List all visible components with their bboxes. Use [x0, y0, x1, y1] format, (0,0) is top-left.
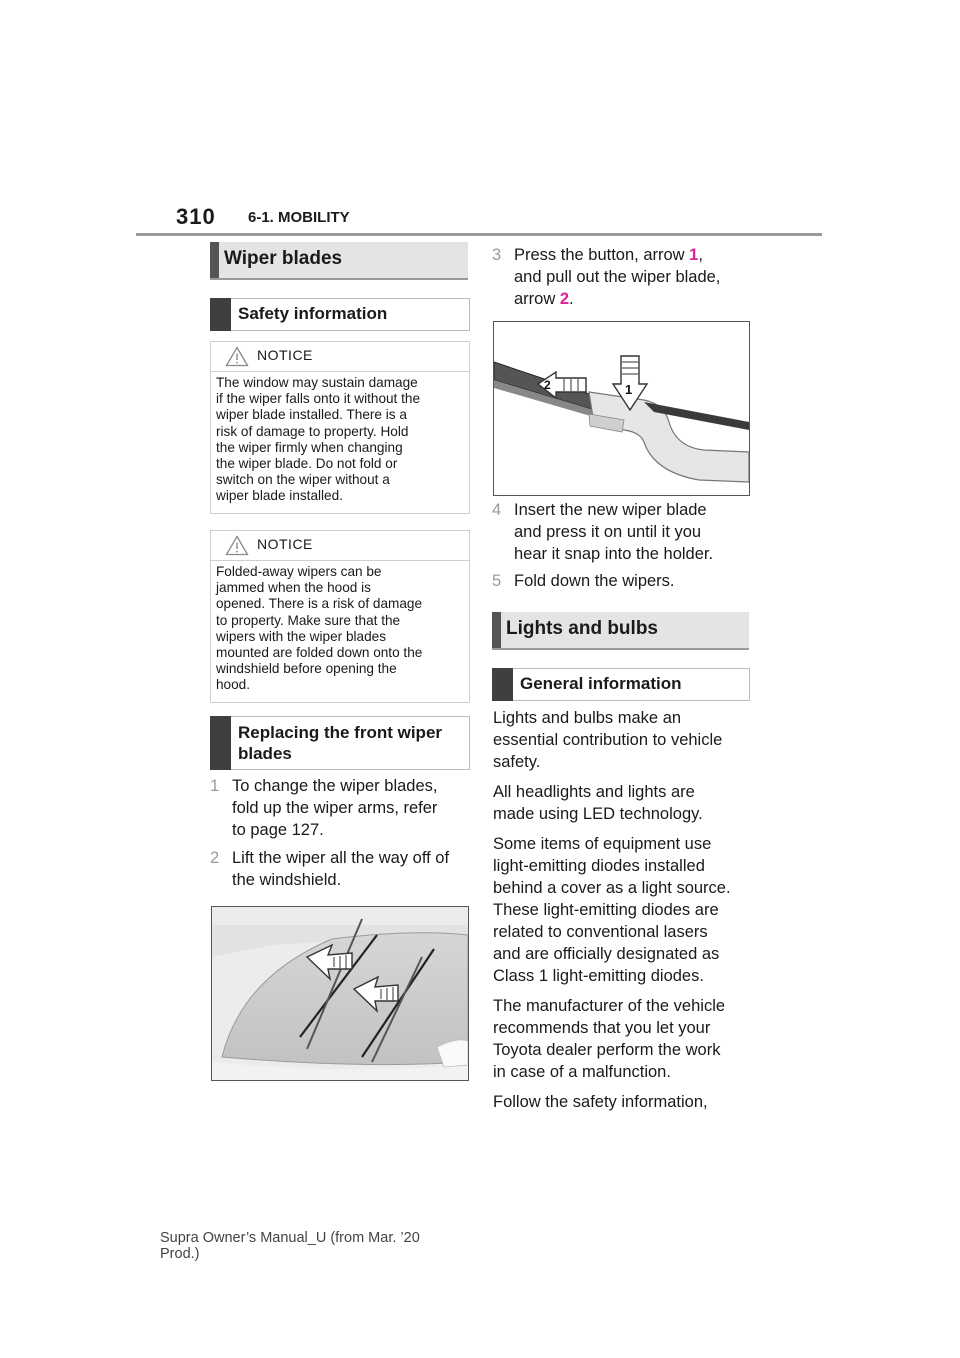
notice-line: opened. There is a risk of damage	[216, 596, 423, 612]
step-number: 3	[492, 246, 502, 264]
paragraph-line: and are officially designated as	[493, 945, 720, 963]
notice-line: hood.	[216, 677, 251, 693]
paragraph-line: All headlights and lights are	[493, 783, 695, 801]
notice-line: switch on the wiper without a	[216, 472, 390, 488]
notice-line: the wiper firmly when changing	[216, 439, 403, 455]
paragraph	[493, 707, 763, 773]
wiper-blade-release-figure	[493, 321, 750, 496]
notice-line: the wiper blade. Do not fold or	[216, 456, 398, 472]
paragraph-line: safety.	[493, 753, 541, 771]
subheading-bar	[210, 298, 231, 331]
step-line: and press it on until it you	[514, 523, 702, 541]
step-number: 5	[492, 572, 502, 590]
notice-line: Folded-away wipers can be	[216, 564, 382, 579]
paragraph-line: recommends that you let your	[493, 1019, 711, 1037]
notice-header	[211, 342, 469, 372]
step-3	[492, 244, 784, 310]
paragraph-line: Class 1 light-emitting diodes.	[493, 967, 704, 985]
step-number: 4	[492, 501, 502, 519]
footer-line: Supra Owner’s Manual_U (from Mar. ’20	[160, 1230, 420, 1246]
notice-line: risk of damage to property. Hold	[216, 423, 409, 439]
notice-header	[211, 531, 469, 561]
step-punct: ,	[698, 246, 703, 264]
notice-line: windshield before opening the	[216, 661, 397, 677]
arrow-ref-1: 1	[689, 246, 699, 264]
paragraph-line: Some items of equipment use	[493, 835, 712, 853]
figure-label-2: 2	[544, 378, 551, 392]
paragraph-line: Follow the safety information,	[493, 1093, 708, 1111]
step-line: to page 127.	[232, 821, 324, 839]
step-line: To change the wiper blades,	[232, 777, 438, 795]
section-title: 6-1. MOBILITY	[248, 209, 350, 226]
page-number: 310	[176, 204, 216, 229]
notice-line: wiper blade installed.	[216, 488, 343, 504]
paragraph-line: related to conventional lasers	[493, 923, 708, 941]
paragraph-line: Lights and bulbs make an	[493, 709, 682, 727]
heading-safety-information	[210, 298, 470, 331]
step-line: arrow	[514, 290, 560, 308]
step-punct: .	[569, 290, 574, 308]
paragraph-line: essential contribution to vehicle	[493, 731, 723, 749]
warning-triangle-icon	[225, 346, 249, 367]
paragraph-line: in case of a malfunction.	[493, 1063, 671, 1081]
paragraph	[493, 995, 763, 1083]
step-1	[210, 775, 494, 841]
notice-line: jammed when the hood is	[216, 580, 371, 596]
notice-body	[211, 561, 469, 694]
step-5	[492, 570, 784, 592]
notice-box-2	[210, 530, 470, 703]
step-2	[210, 847, 494, 891]
notice-label: NOTICE	[257, 347, 313, 363]
paragraph-line: made using LED technology.	[493, 805, 703, 823]
heading-bar	[492, 612, 501, 648]
notice-line: The window may sustain damage	[216, 375, 418, 390]
step-line: and pull out the wiper blade,	[514, 268, 721, 286]
heading-text: Wiper blades	[224, 248, 343, 269]
notice-body	[211, 372, 469, 505]
windshield-wipers-illustration	[212, 907, 468, 1080]
step-line: Insert the new wiper blade	[514, 501, 707, 519]
general-information-body	[493, 707, 763, 1121]
paragraph-line: These light-emitting diodes are	[493, 901, 719, 919]
footer-line: Prod.)	[160, 1246, 200, 1262]
subheading-text: General information	[520, 674, 682, 693]
subheading-text: Safety information	[238, 304, 388, 323]
notice-label: NOTICE	[257, 536, 313, 552]
subheading-text	[238, 722, 442, 764]
step-line: hear it snap into the holder.	[514, 545, 714, 563]
footer	[160, 1230, 420, 1262]
subheading-line: Replacing the front wiper	[238, 723, 443, 742]
notice-line: to property. Make sure that the	[216, 612, 401, 628]
subheading-line: blades	[238, 744, 292, 763]
paragraph-line: light-emitting diodes installed	[493, 857, 705, 875]
wiper-blade-release-illustration	[494, 322, 749, 495]
step-line: Fold down the wipers.	[514, 572, 675, 590]
header-rule	[136, 233, 822, 236]
heading-general-information	[492, 668, 750, 701]
warning-triangle-icon	[225, 535, 249, 556]
paragraph-line: behind a cover as a light source.	[493, 879, 731, 897]
paragraph-line: The manufacturer of the vehicle	[493, 997, 726, 1015]
step-4	[492, 499, 784, 565]
heading-lights-and-bulbs	[492, 612, 749, 650]
paragraph	[493, 781, 763, 825]
step-line: the windshield.	[232, 871, 342, 889]
notice-line: if the wiper falls onto it without the	[216, 391, 421, 407]
notice-line: wipers with the wiper blades	[216, 628, 387, 644]
paragraph	[493, 1091, 763, 1113]
step-number: 1	[210, 777, 220, 795]
heading-wiper-blades	[210, 242, 468, 280]
subheading-bar	[492, 668, 513, 701]
step-line: Press the button, arrow	[514, 246, 690, 264]
subheading-bar	[210, 716, 231, 770]
heading-bar	[210, 242, 219, 278]
notice-line: wiper blade installed. There is a	[216, 407, 407, 423]
heading-text: Lights and bulbs	[506, 618, 658, 639]
notice-line: mounted are folded down onto the	[216, 645, 423, 661]
notice-box-1	[210, 341, 470, 514]
heading-replacing-front-wiper-blades	[210, 716, 470, 770]
paragraph	[493, 833, 763, 987]
arrow-ref-2: 2	[559, 290, 570, 308]
windshield-wipers-figure	[211, 906, 469, 1081]
figure-label-1: 1	[625, 382, 633, 397]
step-line: Lift the wiper all the way off of	[232, 849, 450, 867]
step-number: 2	[210, 849, 220, 867]
step-line: fold up the wiper arms, refer	[232, 799, 438, 817]
paragraph-line: Toyota dealer perform the work	[493, 1041, 721, 1059]
